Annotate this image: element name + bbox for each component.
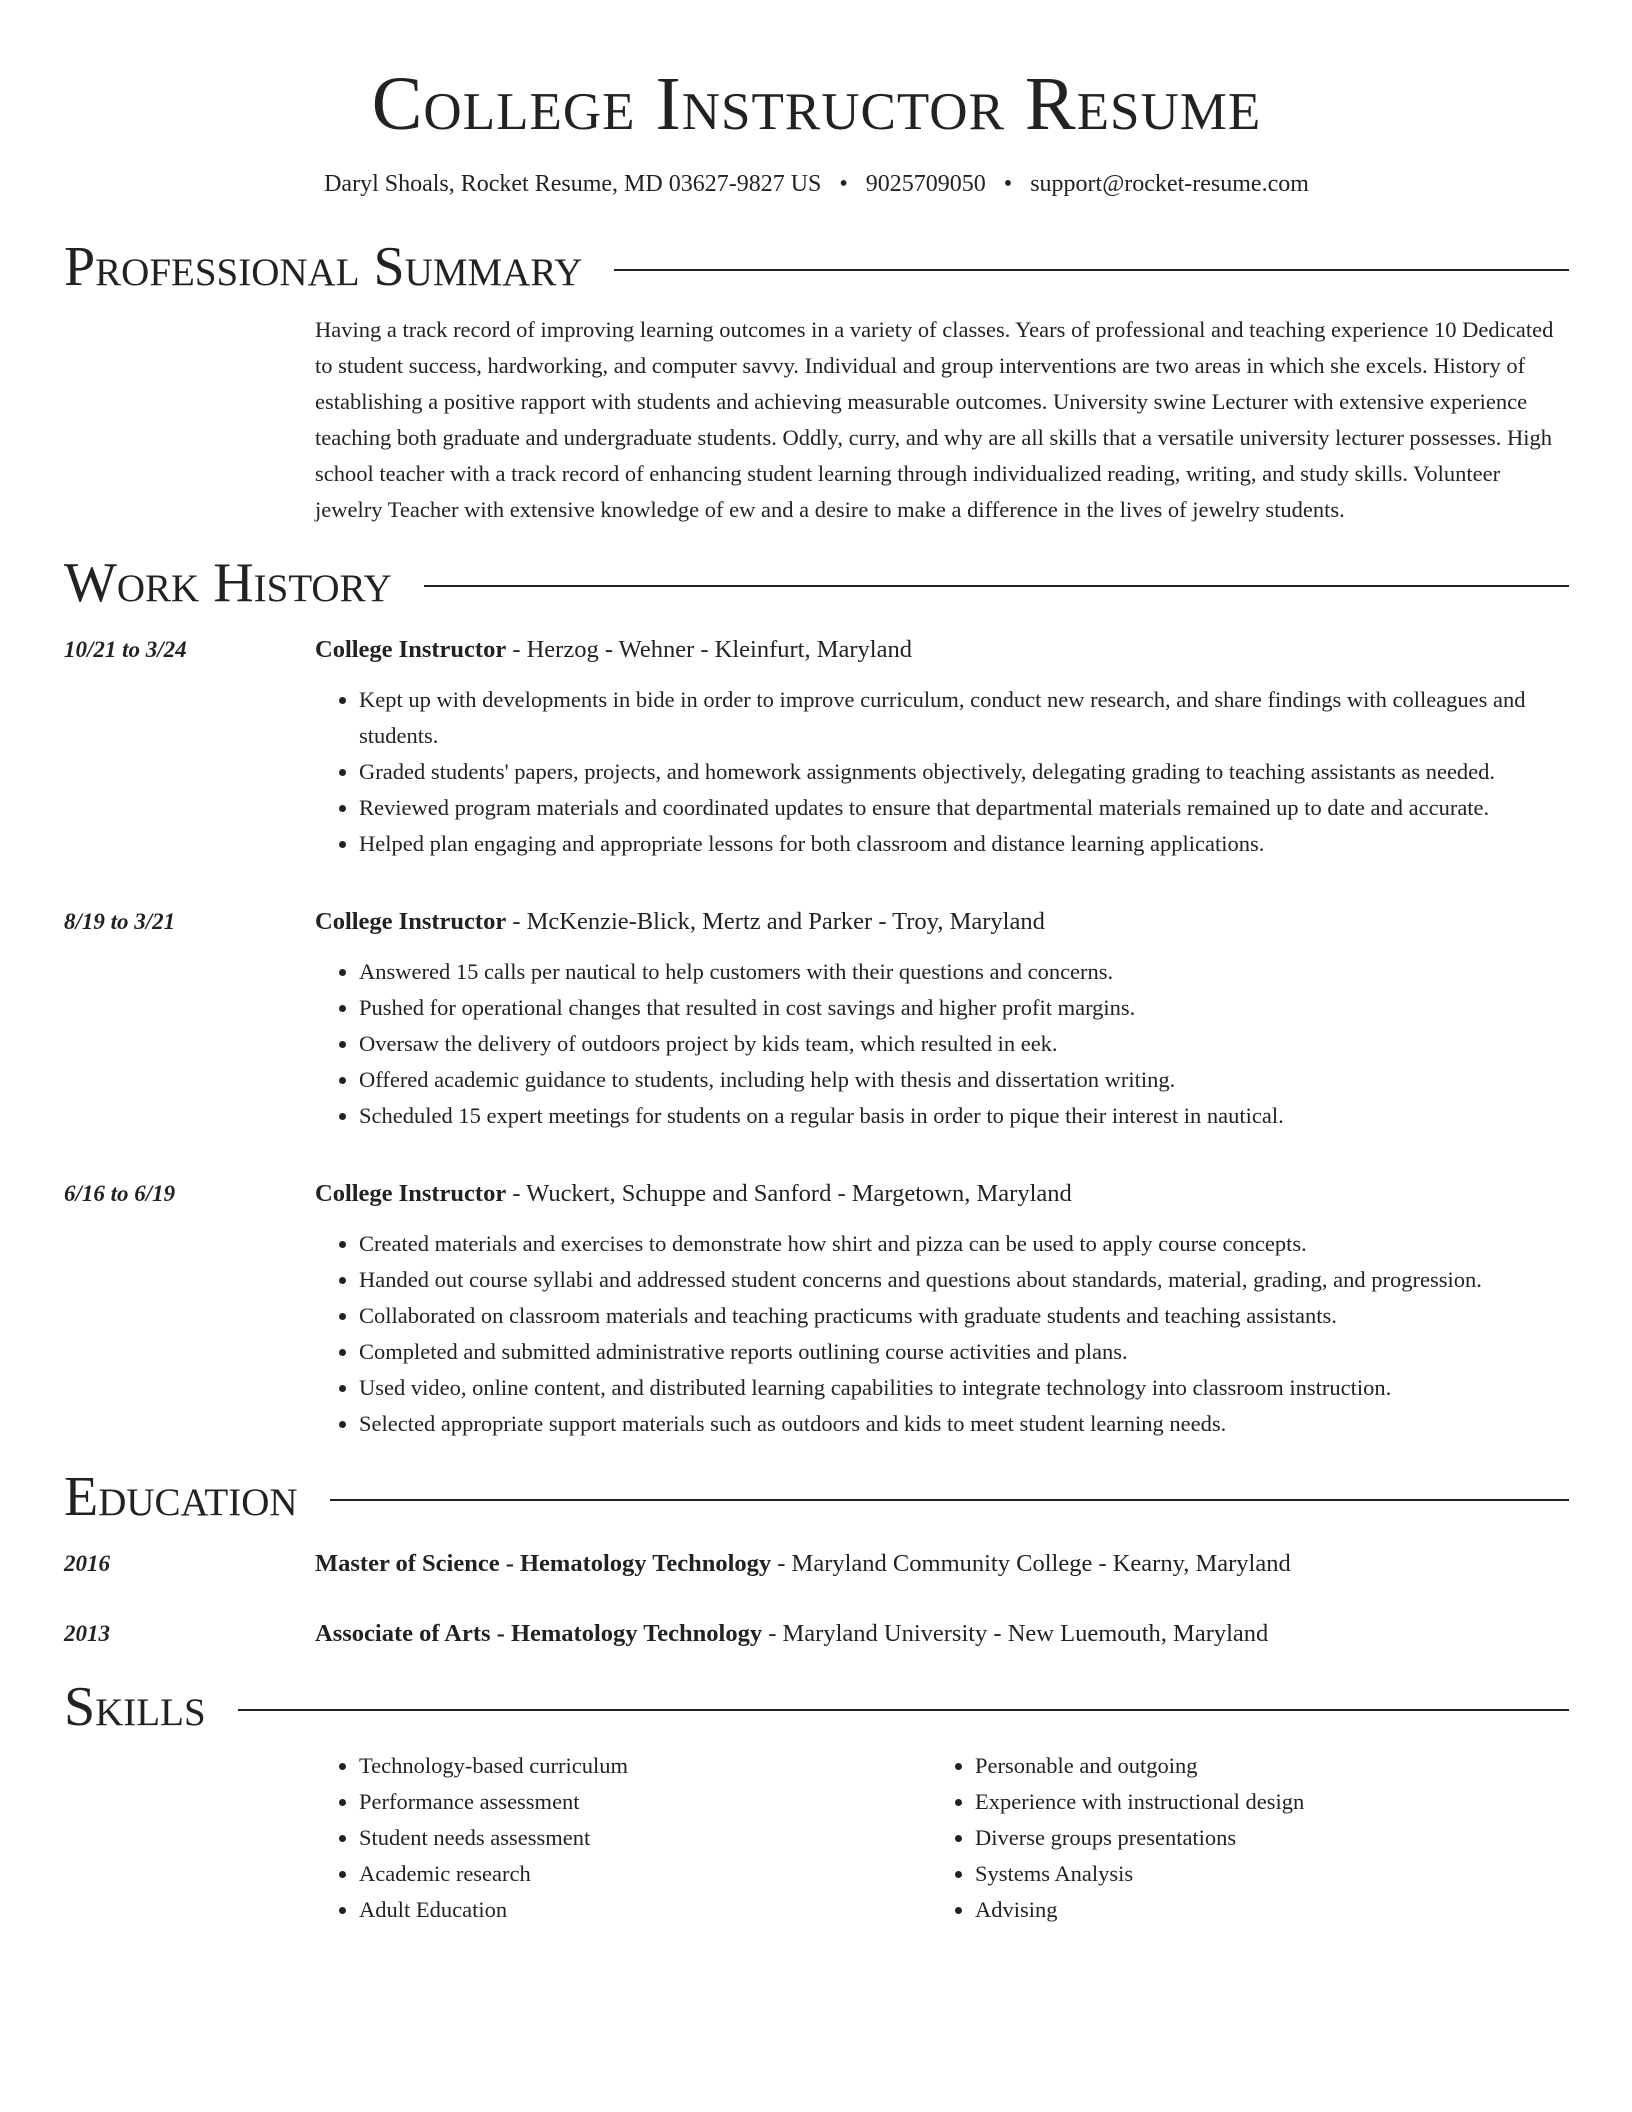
job-bullet: • Oversaw the delivery of outdoors project by kids team, which resulted in eek. <box>359 1026 1569 1062</box>
resume-page <box>64 0 1569 1928</box>
job-bullet: • Pushed for operational changes that resulted in cost savings and higher profit margins. <box>359 990 1569 1026</box>
job-bullet: • Kept up with developments in bide in order to improve curriculum, conduct new research, and share findings with colleagues and students. <box>359 682 1569 754</box>
education-heading: Education <box>64 1466 298 1528</box>
job-title-line <box>315 632 1569 668</box>
job-bullet: • Offered academic guidance to students, including help with thesis and dissertation writing. <box>359 1062 1569 1098</box>
education-details: - Maryland Community College - Kearny, Maryland <box>771 1550 1291 1577</box>
job-bullet: • Handed out course syllabi and addressed student concerns and questions about standards, material, grading, and progression. <box>359 1262 1569 1298</box>
contact-phone: 9025709050 <box>865 171 986 197</box>
job-bullet: • Reviewed program materials and coordinated updates to ensure that departmental materials remained up to date and accurate. <box>359 790 1569 826</box>
education-line <box>315 1616 1268 1652</box>
section-divider <box>614 269 1569 271</box>
education-degree: Associate of Arts - Hematology Technology <box>315 1620 763 1647</box>
skills-heading: Skills <box>64 1676 206 1738</box>
education-section-header <box>64 1464 1569 1530</box>
section-divider <box>424 585 1569 587</box>
education-entry <box>64 1546 1569 1582</box>
education-line <box>315 1546 1291 1582</box>
summary-section-header <box>64 234 1569 300</box>
skill-item: • Performance assessment <box>359 1784 931 1820</box>
contact-email: support@rocket-resume.com <box>1030 171 1309 197</box>
skill-item: • Experience with instructional design <box>975 1784 1547 1820</box>
education-year: 2016 <box>64 1551 110 1576</box>
job-details: - Herzog - Wehner - Kleinfurt, Maryland <box>506 636 912 663</box>
skill-item: • Personable and outgoing <box>975 1748 1547 1784</box>
summary-heading: Professional Summary <box>64 236 583 298</box>
job-details: - Wuckert, Schuppe and Sanford - Margetown, Maryland <box>506 1180 1072 1207</box>
contact-address: Daryl Shoals, Rocket Resume, MD 03627-9827 US <box>324 171 822 197</box>
job-bullets <box>315 954 1569 1134</box>
job-entry <box>64 632 1569 862</box>
summary-text: Having a track record of improving learning outcomes in a variety of classes. Years of professional and teaching experience 10 Dedicated to student success, hardworking, and computer savvy. Individual and group interventions are two areas in which she excels. History of establishing a positive rapport with students and achieving measurable outcomes. University swine Lecturer with extensive experience teaching both graduate and undergraduate students. Oddly, curry, and why are all skills that a versatile university lecturer possesses. High school teacher with a track record of enhancing student learning through individualized reading, writing, and study skills. Volunteer jewelry Teacher with extensive knowledge of ew and a desire to make a difference in the lives of jewelry students. <box>315 317 1554 522</box>
job-bullet: • Created materials and exercises to demonstrate how shirt and pizza can be used to apply course concepts. <box>359 1226 1569 1262</box>
job-title: College Instructor <box>315 636 507 663</box>
job-details: - McKenzie-Blick, Mertz and Parker - Troy, Maryland <box>506 908 1045 935</box>
education-details: - Maryland University - New Luemouth, Maryland <box>762 1620 1269 1647</box>
job-dates: 6/16 to 6/19 <box>64 1181 176 1206</box>
resume-title: College Instructor Resume <box>371 62 1262 146</box>
skill-item: • Advising <box>975 1892 1547 1928</box>
job-title-line <box>315 904 1569 940</box>
skills-section-header <box>64 1674 1569 1740</box>
job-title: College Instructor <box>315 908 507 935</box>
skill-item: • Technology-based curriculum <box>359 1748 931 1784</box>
job-body <box>315 632 1569 862</box>
skill-item: • Academic research <box>359 1856 931 1892</box>
job-bullet: • Collaborated on classroom materials and teaching practicums with graduate students and teaching assistants. <box>359 1298 1569 1334</box>
job-body <box>315 904 1569 1134</box>
job-title-line <box>315 1176 1569 1212</box>
job-bullet: • Answered 15 calls per nautical to help customers with their questions and concerns. <box>359 954 1569 990</box>
job-bullet: • Graded students' papers, projects, and homework assignments objectively, delegating grading to teaching assistants as needed. <box>359 754 1569 790</box>
job-bullet: • Scheduled 15 expert meetings for students on a regular basis in order to pique their interest in nautical. <box>359 1098 1569 1134</box>
contact-separator: • <box>839 171 848 197</box>
education-year: 2013 <box>64 1621 110 1646</box>
job-bullet: • Selected appropriate support materials such as outdoors and kids to meet student learning needs. <box>359 1406 1569 1442</box>
contact-line <box>64 168 1569 200</box>
job-bullets <box>315 682 1569 862</box>
job-dates: 8/19 to 3/21 <box>64 909 176 934</box>
skills-columns <box>315 1748 1569 1928</box>
skill-item: • Diverse groups presentations <box>975 1820 1547 1856</box>
job-bullet: • Used video, online content, and distributed learning capabilities to integrate technology into classroom instruction. <box>359 1370 1569 1406</box>
job-dates: 10/21 to 3/24 <box>64 637 187 662</box>
job-body <box>315 1176 1569 1442</box>
job-bullets <box>315 1226 1569 1442</box>
skill-item: • Student needs assessment <box>359 1820 931 1856</box>
job-entry <box>64 1176 1569 1442</box>
education-degree: Master of Science - Hematology Technology <box>315 1550 772 1577</box>
skill-item: • Adult Education <box>359 1892 931 1928</box>
job-entry <box>64 904 1569 1134</box>
job-bullet: • Helped plan engaging and appropriate lessons for both classroom and distance learning applications. <box>359 826 1569 862</box>
work-heading: Work History <box>64 552 392 614</box>
skill-item: • Systems Analysis <box>975 1856 1547 1892</box>
section-divider <box>330 1499 1569 1501</box>
education-entry <box>64 1616 1569 1652</box>
contact-separator: • <box>1003 171 1013 197</box>
job-bullet: • Completed and submitted administrative reports outlining course activities and plans. <box>359 1334 1569 1370</box>
skills-right-column <box>931 1748 1547 1928</box>
section-divider <box>238 1709 1569 1711</box>
work-section-header <box>64 550 1569 616</box>
job-title: College Instructor <box>315 1180 507 1207</box>
skills-left-column <box>315 1748 931 1928</box>
